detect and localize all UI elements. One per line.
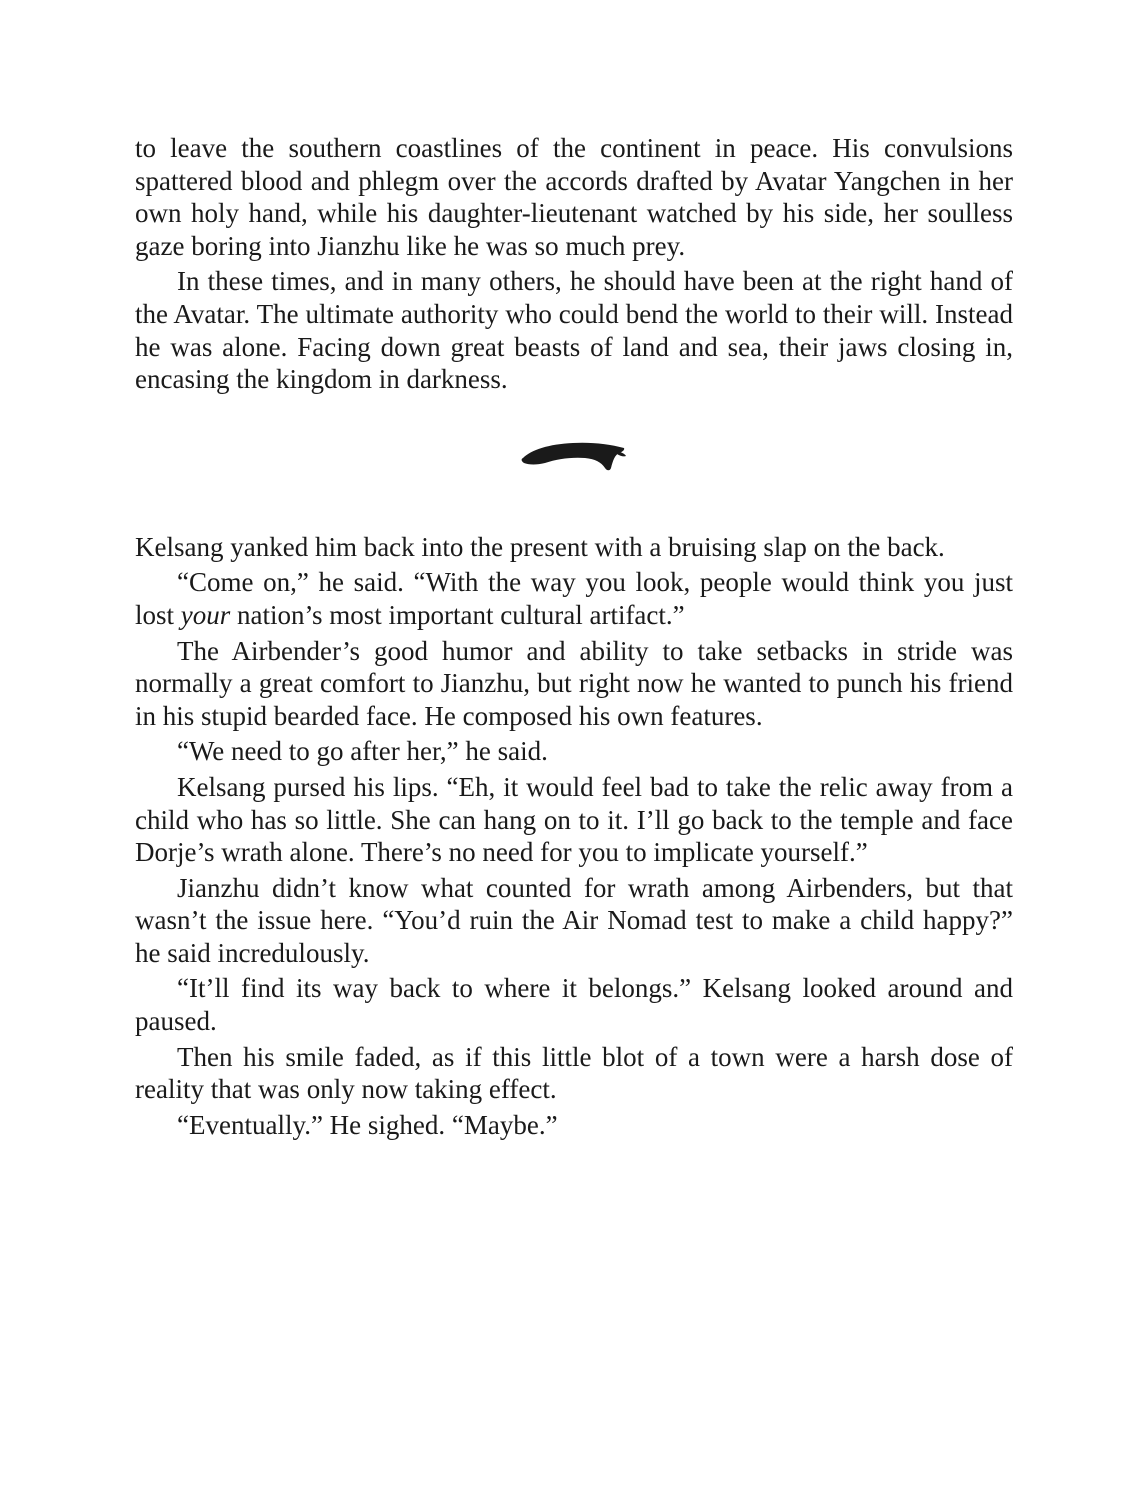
paragraph: “We need to go after her,” he said. [177,736,548,767]
emphasized-word: your [180,599,231,630]
paragraph: to leave the southern coastlines of the continent in peace. His convulsions spattered blood and phlegm over the accords drafted by Avatar Yangchen in her own holy hand, while his daughter-lieutenant watched by his side, her soulless gaze boring into Jianzhu like he was so much prey. [135,133,1013,261]
book-page [135,132,1013,1144]
paragraph: “It’ll find its way back to where it belongs.” Kelsang looked around and paused. [135,973,1013,1037]
section-break [135,396,1013,531]
paragraph: “Eventually.” He sighed. “Maybe.” [177,1109,558,1140]
paragraph: The Airbender’s good humor and ability to take setbacks in stride was normally a great comfort to Jianzhu, but right now he wanted to punch his friend in his stupid bearded face. He composed his own features. [135,635,1013,731]
paragraph-text: nation’s most important cultural artifact.” [230,599,685,630]
brush-stroke-icon [521,438,627,474]
paragraph-text: “Come on,” he said. “With the way you look, people would think you just lost [135,567,1013,630]
paragraph: Kelsang yanked him back into the present with a bruising slap on the back. [135,531,945,562]
paragraph [135,566,1013,631]
paragraph: Then his smile faded, as if this little blot of a town were a harsh dose of reality that was only now taking effect. [135,1041,1013,1105]
paragraph: Kelsang pursed his lips. “Eh, it would feel bad to take the relic away from a child who has so little. She can hang on to it. I’ll go back to the temple and face Dorje’s wrath alone. There’s no need for you to implicate yourself.” [135,771,1013,868]
paragraph: Jianzhu didn’t know what counted for wrath among Airbenders, but that wasn’t the issue here. “You’d ruin the Air Nomad test to make a child happy?” he said incredulously. [135,872,1013,968]
paragraph: In these times, and in many others, he should have been at the right hand of the Avatar. The ultimate authority who could bend the world to their will. Instead he was alone. Facing down great beasts of land and sea, their jaws closing in, encasing the kingdom in darkness. [135,266,1013,395]
